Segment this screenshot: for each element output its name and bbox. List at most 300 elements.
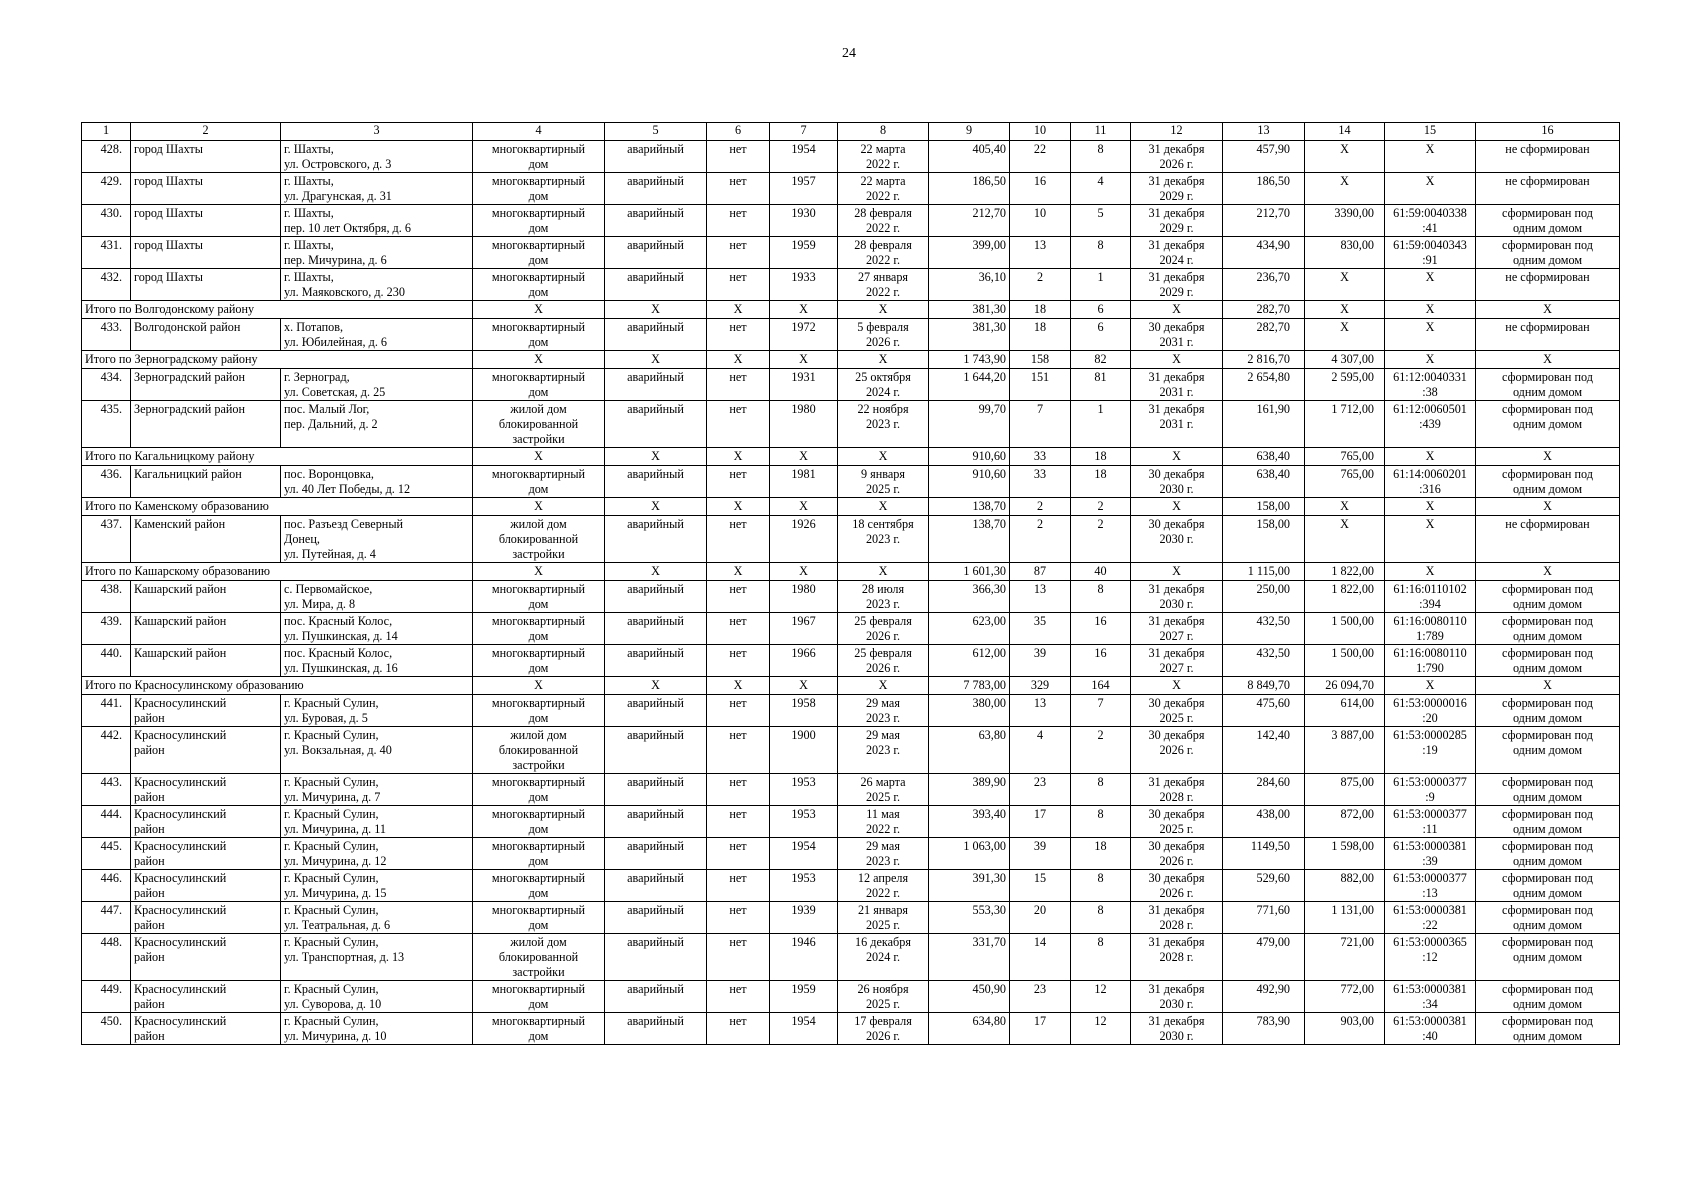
subtotal-cell: Х (1476, 677, 1620, 695)
cell-line: 2022 г. (865, 221, 901, 235)
cell-line: жилой дом (510, 402, 567, 416)
area-value: 212,70 (929, 205, 1010, 237)
cell-line: 31 декабря (1148, 582, 1205, 596)
apartments-count: 8 (1071, 774, 1131, 806)
cell-line: многоквартирный (491, 320, 586, 334)
subtotal-value-13: 638,40 (1223, 448, 1305, 466)
cell-line: 61:53:0000381 (1393, 982, 1467, 996)
cell-line: дом (528, 597, 549, 611)
cell-line: г. Красный Сулин, (284, 775, 379, 789)
cell-line: г. Красный Сулин, (284, 696, 379, 710)
cell-line: сформирован под (1502, 982, 1593, 996)
cell-line: 27 января (857, 270, 909, 284)
cadastral-number (1385, 319, 1476, 351)
cell-line: дом (528, 790, 549, 804)
build-year: 1981 (770, 466, 838, 498)
build-year: 1972 (770, 319, 838, 351)
area-value: 138,70 (929, 516, 1010, 563)
recognition-date (838, 645, 929, 677)
cell-line: 1:789 (1416, 629, 1444, 643)
building-type (473, 934, 605, 981)
column-number-7: 7 (770, 123, 838, 141)
subtotal-area: 381,30 (929, 301, 1010, 319)
cell-line: многоквартирный (491, 646, 586, 660)
value-14: 1 822,00 (1305, 581, 1385, 613)
building-status: аварийный (605, 934, 707, 981)
subtotal-cell: Х (838, 448, 929, 466)
land-plot-status (1476, 141, 1620, 173)
build-year: 1953 (770, 806, 838, 838)
district-name: город Шахты (131, 237, 281, 269)
cell-line: пер. 10 лет Октября, д. 6 (284, 221, 411, 235)
cell-line: 31 декабря (1148, 614, 1205, 628)
subtotal-cell: Х (605, 351, 707, 369)
value-14: Х (1305, 516, 1385, 563)
cadastral-number (1385, 838, 1476, 870)
cell-line: Х (1425, 517, 1435, 531)
cell-line: Красносулинский (134, 1014, 227, 1028)
column-number-12: 12 (1131, 123, 1223, 141)
build-year: 1966 (770, 645, 838, 677)
cell-line: ул. Мира, д. 8 (284, 597, 356, 611)
cell-line: ул. Мичурина, д. 15 (284, 886, 387, 900)
building-type (473, 269, 605, 301)
cell-line: многоквартирный (491, 982, 586, 996)
building-type (473, 401, 605, 448)
table-row (82, 838, 1620, 870)
row-number: 433. (82, 319, 131, 351)
subtotal-apartments: 82 (1071, 351, 1131, 369)
subtotal-value-14: 1 822,00 (1305, 563, 1385, 581)
cell-line: 61:14:0060201 (1393, 467, 1467, 481)
subtotal-cell: Х (605, 301, 707, 319)
cell-line: ул. Суворова, д. 10 (284, 997, 382, 1011)
cell-line: :12 (1422, 950, 1438, 964)
cell-line: сформирован под (1502, 238, 1593, 252)
cell-line: 2026 г. (865, 335, 901, 349)
cell-line: 1:790 (1416, 661, 1444, 675)
cadastral-number (1385, 695, 1476, 727)
subtotal-cell: Х (838, 677, 929, 695)
build-year: 1959 (770, 237, 838, 269)
recognition-date (838, 902, 929, 934)
cell-line: одним домом (1512, 711, 1583, 725)
subtotal-cell: Х (473, 677, 605, 695)
recognition-date (838, 466, 929, 498)
cell-line: ул. Буровая, д. 5 (284, 711, 368, 725)
cell-line: 30 декабря (1148, 807, 1205, 821)
cadastral-number (1385, 516, 1476, 563)
value-14: 2 595,00 (1305, 369, 1385, 401)
page-number: 24 (842, 46, 856, 61)
cell-line: :22 (1422, 918, 1438, 932)
area-value: 186,50 (929, 173, 1010, 205)
apartments-count: 18 (1071, 838, 1131, 870)
cell-line: 61:16:0080110 (1393, 646, 1467, 660)
address (281, 727, 473, 774)
cell-line: :394 (1419, 597, 1441, 611)
cell-line: сформирован под (1502, 614, 1593, 628)
cell-line: 30 декабря (1148, 320, 1205, 334)
district-name: Кашарский район (131, 613, 281, 645)
subtotal-cell: Х (1131, 677, 1223, 695)
land-plot-status (1476, 401, 1620, 448)
cell-line: Красносулинский (134, 807, 227, 821)
cell-line: Х (1425, 270, 1435, 284)
building-status: аварийный (605, 902, 707, 934)
cell-line: 11 мая (866, 807, 900, 821)
area-value: 910,60 (929, 466, 1010, 498)
apartments-count: 1 (1071, 401, 1131, 448)
subtotal-cell: Х (1385, 498, 1476, 516)
land-plot-status (1476, 902, 1620, 934)
value-14: 1 500,00 (1305, 613, 1385, 645)
cell-line: 25 октября (855, 370, 911, 384)
recognition-date (838, 516, 929, 563)
cell-line: 2030 г. (1159, 1029, 1194, 1043)
cell-line: 2029 г. (1159, 221, 1194, 235)
flag-value: нет (707, 613, 770, 645)
build-year: 1959 (770, 981, 838, 1013)
subtotal-value-13: 158,00 (1223, 498, 1305, 516)
building-status: аварийный (605, 981, 707, 1013)
cell-line: сформирован под (1502, 646, 1593, 660)
subtotal-cell: Х (707, 448, 770, 466)
subtotal-cell: Х (1131, 301, 1223, 319)
building-type (473, 695, 605, 727)
table-row (82, 173, 1620, 205)
cell-line: район (134, 743, 165, 757)
cell-line: 61:53:0000377 (1393, 871, 1467, 885)
value-14: 1 598,00 (1305, 838, 1385, 870)
cell-line: сформирован под (1502, 728, 1593, 742)
residents-count: 2 (1010, 516, 1071, 563)
cell-line: 2031 г. (1159, 417, 1194, 431)
cell-line: 2023 г. (865, 597, 901, 611)
subtotal-area: 1 743,90 (929, 351, 1010, 369)
cadastral-number (1385, 141, 1476, 173)
subtotal-cell: Х (838, 301, 929, 319)
subtotal-cell: Х (473, 498, 605, 516)
subtotal-cell: Х (1131, 351, 1223, 369)
cell-line: 31 декабря (1148, 174, 1205, 188)
area-value: 393,40 (929, 806, 1010, 838)
value-13: 438,00 (1223, 806, 1305, 838)
cell-line: г. Шахты, (284, 270, 334, 284)
cell-line: одним домом (1512, 950, 1583, 964)
cell-line: :34 (1422, 997, 1438, 1011)
subtotal-apartments: 164 (1071, 677, 1131, 695)
district-name: Волгодонской район (131, 319, 281, 351)
subtotal-area: 7 783,00 (929, 677, 1010, 695)
recognition-date (838, 269, 929, 301)
address (281, 369, 473, 401)
cell-line: дом (528, 253, 549, 267)
recognition-date (838, 319, 929, 351)
recognition-date (838, 613, 929, 645)
cell-line: Красносулинский (134, 982, 227, 996)
address (281, 774, 473, 806)
cell-line: 31 декабря (1148, 935, 1205, 949)
cell-line: 31 декабря (1148, 238, 1205, 252)
flag-value: нет (707, 205, 770, 237)
flag-value: нет (707, 774, 770, 806)
cell-line: 30 декабря (1148, 728, 1205, 742)
subtotal-cell: Х (1131, 563, 1223, 581)
cell-line: 29 мая (866, 696, 900, 710)
address (281, 237, 473, 269)
subtotal-cell: Х (605, 677, 707, 695)
cell-line: многоквартирный (491, 807, 586, 821)
cell-line: сформирован под (1502, 402, 1593, 416)
resettlement-deadline (1131, 645, 1223, 677)
subtotal-row (82, 677, 1620, 695)
cell-line: многоквартирный (491, 142, 586, 156)
cell-line: 28 февраля (854, 238, 912, 252)
cell-line: 26 марта (860, 775, 906, 789)
subtotal-cell: Х (838, 498, 929, 516)
subtotal-cell: Х (1385, 301, 1476, 319)
value-13: 432,50 (1223, 613, 1305, 645)
column-number-14: 14 (1305, 123, 1385, 141)
cell-line: район (134, 950, 165, 964)
cell-line: 61:59:0040338 (1393, 206, 1467, 220)
cell-line: многоквартирный (491, 1014, 586, 1028)
building-type (473, 1013, 605, 1045)
cell-line: 61:53:0000381 (1393, 1014, 1467, 1028)
area-value: 331,70 (929, 934, 1010, 981)
cell-line: район (134, 822, 165, 836)
cell-line: район (134, 790, 165, 804)
table-row (82, 806, 1620, 838)
cell-line: многоквартирный (491, 206, 586, 220)
subtotal-cell: Х (838, 563, 929, 581)
value-14: 875,00 (1305, 774, 1385, 806)
flag-value: нет (707, 1013, 770, 1045)
column-number-5: 5 (605, 123, 707, 141)
cell-line: Красносулинский (134, 728, 227, 742)
value-14: Х (1305, 319, 1385, 351)
cell-line: 2026 г. (865, 629, 901, 643)
table-row (82, 727, 1620, 774)
area-value: 405,40 (929, 141, 1010, 173)
land-plot-status (1476, 516, 1620, 563)
value-13: 457,90 (1223, 141, 1305, 173)
land-plot-status (1476, 727, 1620, 774)
recognition-date (838, 870, 929, 902)
cell-line: 2026 г. (1159, 157, 1194, 171)
table-row (82, 141, 1620, 173)
building-type (473, 173, 605, 205)
cell-line: 9 января (861, 467, 905, 481)
district-name: Кашарский район (131, 645, 281, 677)
residents-count: 17 (1010, 1013, 1071, 1045)
cell-line: ул. Островского, д. 3 (284, 157, 392, 171)
build-year: 1958 (770, 695, 838, 727)
building-type (473, 806, 605, 838)
recognition-date (838, 774, 929, 806)
district-name (131, 806, 281, 838)
cell-line: застройки (512, 965, 565, 979)
building-status: аварийный (605, 870, 707, 902)
cell-line: многоквартирный (491, 370, 586, 384)
cell-line: :91 (1422, 253, 1438, 267)
subtotal-cell: Х (1131, 448, 1223, 466)
cell-line: 61:16:0080110 (1393, 614, 1467, 628)
cadastral-number (1385, 237, 1476, 269)
cell-line: 2025 г. (865, 790, 901, 804)
cell-line: 31 декабря (1148, 270, 1205, 284)
value-13: 282,70 (1223, 319, 1305, 351)
value-14: 721,00 (1305, 934, 1385, 981)
cell-line: ул. 40 Лет Победы, д. 12 (284, 482, 411, 496)
cell-line: ул. Вокзальная, д. 40 (284, 743, 392, 757)
value-13: 479,00 (1223, 934, 1305, 981)
cell-line: х. Потапов, (284, 320, 344, 334)
building-type (473, 369, 605, 401)
cell-line: 2030 г. (1159, 532, 1194, 546)
subtotal-residents: 329 (1010, 677, 1071, 695)
cell-line: район (134, 997, 165, 1011)
subtotal-cell: Х (1131, 498, 1223, 516)
building-status: аварийный (605, 645, 707, 677)
value-14: 903,00 (1305, 1013, 1385, 1045)
land-plot-status (1476, 237, 1620, 269)
column-number-13: 13 (1223, 123, 1305, 141)
subtotal-cell: Х (473, 448, 605, 466)
subtotal-value-13: 1 115,00 (1223, 563, 1305, 581)
subtotal-cell: Х (1385, 351, 1476, 369)
land-plot-status (1476, 466, 1620, 498)
recognition-date (838, 727, 929, 774)
subtotal-cell: Х (473, 351, 605, 369)
subtotal-label: Итого по Кашарскому образованию (82, 563, 473, 581)
land-plot-status (1476, 981, 1620, 1013)
row-number: 432. (82, 269, 131, 301)
value-13: 250,00 (1223, 581, 1305, 613)
resettlement-deadline (1131, 981, 1223, 1013)
cell-line: 31 декабря (1148, 206, 1205, 220)
residents-count: 35 (1010, 613, 1071, 645)
address (281, 695, 473, 727)
subtotal-label: Итого по Кагальницкому району (82, 448, 473, 466)
cell-line: г. Красный Сулин, (284, 807, 379, 821)
value-14: 614,00 (1305, 695, 1385, 727)
row-number: 438. (82, 581, 131, 613)
cell-line: 2023 г. (865, 711, 901, 725)
table-row (82, 237, 1620, 269)
value-14: 1 131,00 (1305, 902, 1385, 934)
residents-count: 33 (1010, 466, 1071, 498)
cell-line: 2028 г. (1159, 790, 1194, 804)
cell-line: 2022 г. (865, 886, 901, 900)
cell-line: дом (528, 854, 549, 868)
land-plot-status (1476, 205, 1620, 237)
district-name: Кагальницкий район (131, 466, 281, 498)
cell-line: сформирован под (1502, 839, 1593, 853)
row-number: 436. (82, 466, 131, 498)
cadastral-number (1385, 613, 1476, 645)
resettlement-deadline (1131, 205, 1223, 237)
cell-line: 30 декабря (1148, 839, 1205, 853)
flag-value: нет (707, 806, 770, 838)
apartments-count: 6 (1071, 319, 1131, 351)
apartments-count: 5 (1071, 205, 1131, 237)
address (281, 401, 473, 448)
flag-value: нет (707, 237, 770, 269)
area-value: 63,80 (929, 727, 1010, 774)
cell-line: одним домом (1512, 661, 1583, 675)
cell-line: ул. Мичурина, д. 10 (284, 1029, 387, 1043)
cell-line: :38 (1422, 385, 1438, 399)
subtotal-residents: 18 (1010, 301, 1071, 319)
cell-line: 22 марта (860, 142, 906, 156)
cell-line: г. Красный Сулин, (284, 1014, 379, 1028)
area-value: 553,30 (929, 902, 1010, 934)
value-13: 434,90 (1223, 237, 1305, 269)
cell-line: :9 (1425, 790, 1435, 804)
recognition-date (838, 806, 929, 838)
district-name (131, 1013, 281, 1045)
area-value: 612,00 (929, 645, 1010, 677)
district-name: Зерноградский район (131, 369, 281, 401)
apartments-count: 18 (1071, 466, 1131, 498)
cell-line: 61:53:0000381 (1393, 839, 1467, 853)
residents-count: 17 (1010, 806, 1071, 838)
area-value: 450,90 (929, 981, 1010, 1013)
row-number: 442. (82, 727, 131, 774)
cell-line: г. Шахты, (284, 174, 334, 188)
flag-value: нет (707, 934, 770, 981)
subtotal-label: Итого по Волгодонскому району (82, 301, 473, 319)
value-14: Х (1305, 173, 1385, 205)
housing-registry-table (81, 122, 1620, 1045)
cell-line: дом (528, 661, 549, 675)
subtotal-cell: Х (1476, 448, 1620, 466)
recognition-date (838, 205, 929, 237)
area-value: 634,80 (929, 1013, 1010, 1045)
cell-line: 61:12:0040331 (1393, 370, 1467, 384)
resettlement-deadline (1131, 369, 1223, 401)
cell-line: дом (528, 285, 549, 299)
row-number: 431. (82, 237, 131, 269)
land-plot-status (1476, 645, 1620, 677)
resettlement-deadline (1131, 269, 1223, 301)
subtotal-cell: Х (707, 677, 770, 695)
row-number: 449. (82, 981, 131, 1013)
cell-line: многоквартирный (491, 614, 586, 628)
building-status: аварийный (605, 369, 707, 401)
column-number-3: 3 (281, 123, 473, 141)
cell-line: 22 ноября (857, 402, 909, 416)
cell-line: 2029 г. (1159, 285, 1194, 299)
build-year: 1967 (770, 613, 838, 645)
subtotal-value-14: 4 307,00 (1305, 351, 1385, 369)
table-row (82, 870, 1620, 902)
row-number: 435. (82, 401, 131, 448)
cell-line: 26 ноября (857, 982, 909, 996)
subtotal-area: 1 601,30 (929, 563, 1010, 581)
subtotal-cell: Х (707, 301, 770, 319)
cell-line: 2026 г. (1159, 743, 1194, 757)
cell-line: Красносулинский (134, 871, 227, 885)
cell-line: 2022 г. (865, 253, 901, 267)
subtotal-label: Итого по Зерноградскому району (82, 351, 473, 369)
cell-line: дом (528, 189, 549, 203)
value-14: 872,00 (1305, 806, 1385, 838)
area-value: 1 644,20 (929, 369, 1010, 401)
subtotal-cell: Х (1385, 563, 1476, 581)
